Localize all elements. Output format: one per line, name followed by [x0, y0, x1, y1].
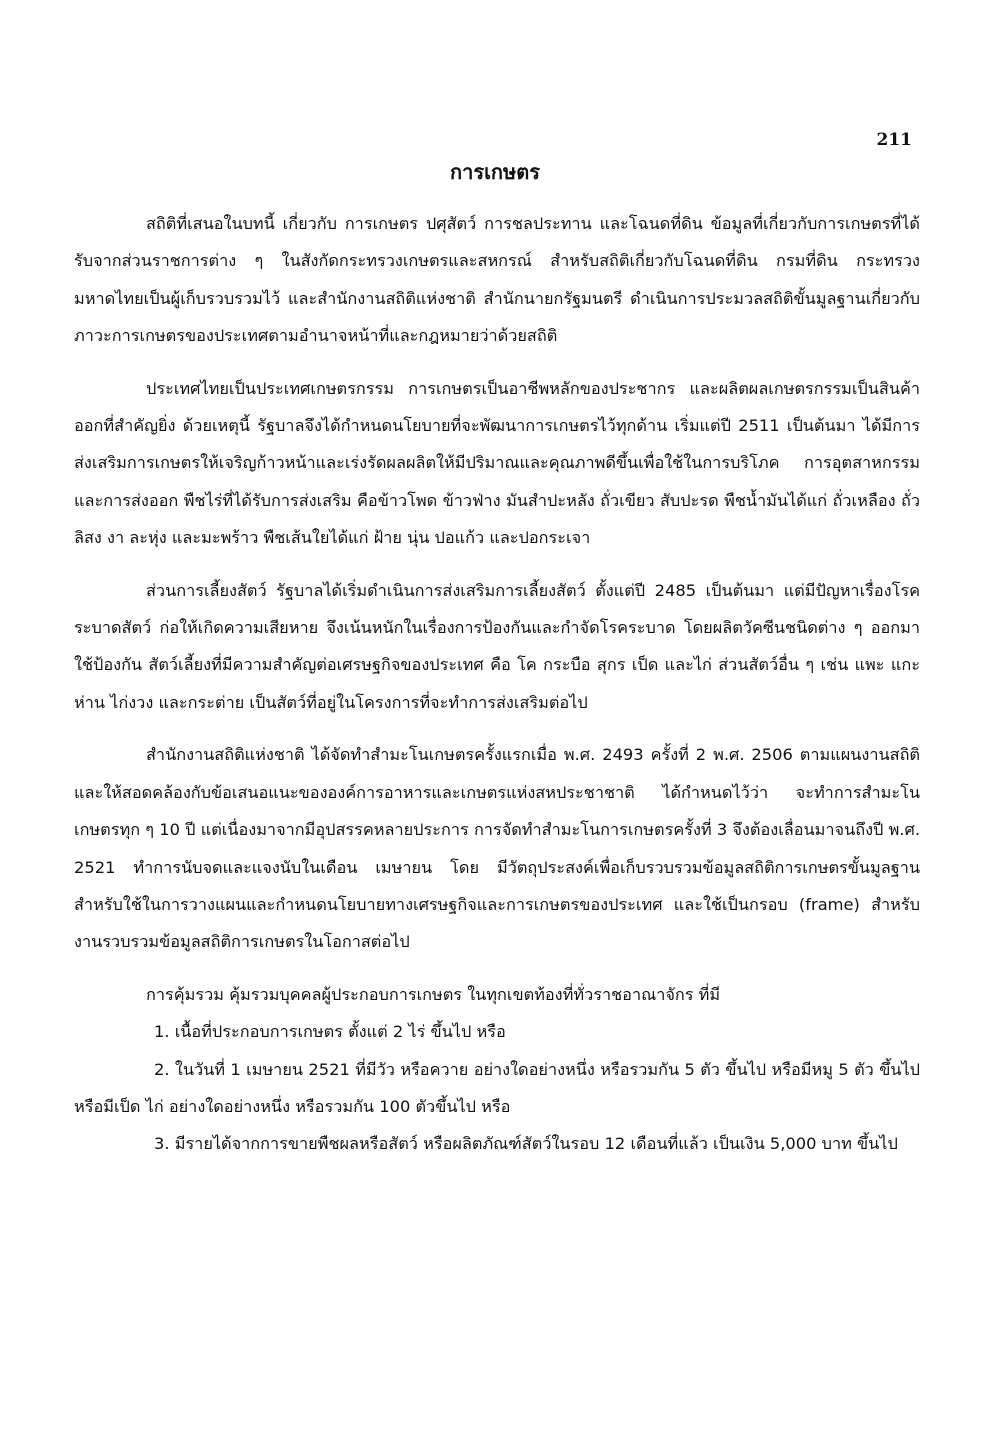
coverage-item-1: 1. เนื้อที่ประกอบการเกษตร ตั้งแต่ 2 ไร่ ขึ้นไป หรือ — [154, 1022, 506, 1042]
page-number: 211 — [876, 130, 912, 150]
paragraph-livestock: ส่วนการเลี้ยงสัตว์ รัฐบาลได้เริ่มดำเนินการส่งเสริมการเลี้ยงสัตว์ ตั้งแต่ปี 2485 เป็นต้นมา แต่มีปัญหาเรื่องโรคระบาดสัตว์ ก่อให้เกิดความเสียหาย จึงเน้นหนักในเรื่องการป้องกันและกำจัดโรคระบาด โดยผลิตวัคซีนชนิดต่าง ๆ ออกมาใช้ป้องกัน สัตว์เลี้ยงที่มีความสำคัญต่อเศรษฐกิจของประเทศ คือ โค กระบือ สุกร เป็ด และไก่ ส่วนสัตว์อื่น ๆ เช่น แพะ แกะ ห่าน ไก่งวง และกระต่าย เป็นสัตว์ที่อยู่ในโครงการที่จะทำการส่งเสริมต่อไป — [74, 580, 920, 712]
coverage-intro: การคุ้มรวม คุ้มรวมบุคคลผู้ประกอบการเกษตร ในทุกเขตท้องที่ทั่วราชอาณาจักร ที่มี — [146, 984, 721, 1004]
paragraph-intro: สถิติที่เสนอในบทนี้ เกี่ยวกับ การเกษตร ปศุสัตว์ การชลประทาน และโฉนดที่ดิน ข้อมูลที่เกี่ยวกับการเกษตรที่ได้รับจากส่วนราชการต่าง ๆ ในสังกัดกระทรวงเกษตรและสหกรณ์ สำหรับสถิติเกี่ยวกับโฉนดที่ดิน กรมที่ดิน กระทรวงมหาดไทยเป็นผู้เก็บรวบรวมไว้ และสำนักงานสถิติแห่งชาติ สำนักนายกรัฐมนตรี ดำเนินการประมวลสถิติขั้นมูลฐานเกี่ยวกับภาวะการเกษตรของประเทศตามอำนาจหน้าที่และกฎหมายว่าด้วยสถิติ — [74, 214, 920, 346]
document-body — [74, 205, 920, 1163]
page-title: การเกษตร — [450, 160, 540, 184]
coverage-item-2: 2. ในวันที่ 1 เมษายน 2521 ที่มีวัว หรือควาย อย่างใดอย่างหนึ่ง หรือรวมกัน 5 ตัว ขึ้นไป หรือมีหมู 5 ตัว ขึ้นไป หรือมีเป็ด ไก่ อย่างใดอย่างหนึ่ง หรือรวมกัน 100 ตัวขึ้นไป หรือ — [74, 1059, 920, 1116]
paragraph-agriculture-policy: ประเทศไทยเป็นประเทศเกษตรกรรม การเกษตรเป็นอาชีพหลักของประชากร และผลิตผลเกษตรกรรมเป็นสินค้าออกที่สำคัญยิ่ง ด้วยเหตุนี้ รัฐบาลจึงได้กำหนดนโยบายที่จะพัฒนาการเกษตรไว้ทุกด้าน เริ่มแต่ปี 2511 เป็นต้นมา ได้มีการส่งเสริมการเกษตรให้เจริญก้าวหน้าและเร่งรัดผลผลิตให้มีปริมาณและคุณภาพดีขึ้นเพื่อใช้ในการบริโภค การอุตสาหกรรม และการส่งออก พืชไร่ที่ได้รับการส่งเสริม คือข้าวโพด ข้าวฟ่าง มันสำปะหลัง ถั่วเขียว สับปะรด พืชน้ำมันได้แก่ ถั่วเหลือง ถั่วลิสง งา ละหุ่ง และมะพร้าว พืชเส้นใยได้แก่ ฝ้าย นุ่น ปอแก้ว และปอกระเจา — [74, 378, 920, 548]
coverage-item-3: 3. มีรายได้จากการขายพืชผลหรือสัตว์ หรือผลิตภัณฑ์สัตว์ในรอบ 12 เดือนที่แล้ว เป็นเงิน 5,000 บาท ขึ้นไป — [154, 1134, 898, 1154]
paragraph-census: สำนักงานสถิติแห่งชาติ ได้จัดทำสำมะโนเกษตรครั้งแรกเมื่อ พ.ศ. 2493 ครั้งที่ 2 พ.ศ. 2506 ตามแผนงานสถิติและให้สอดคล้องกับข้อเสนอแนะขององค์การอาหารและเกษตรแห่งสหประชาชาติ ได้กำหนดไว้ว่า จะทำการสำมะโนเกษตรทุก ๆ 10 ปี แต่เนื่องมาจากมีอุปสรรคหลายประการ การจัดทำสำมะโนการเกษตรครั้งที่ 3 จึงต้องเลื่อนมาจนถึงปี พ.ศ. 2521 ทำการนับจดและแจงนับในเดือน เมษายน โดย มีวัตถุประสงค์เพื่อเก็บรวบรวมข้อมูลสถิติการเกษตรขั้นมูลฐาน สำหรับใช้ในการวางแผนและกำหนดนโยบายทางเศรษฐกิจและการเกษตรของประเทศ และใช้เป็นกรอบ (frame) สำหรับงานรวบรวมข้อมูลสถิติการเกษตรในโอกาสต่อไป — [74, 745, 920, 952]
